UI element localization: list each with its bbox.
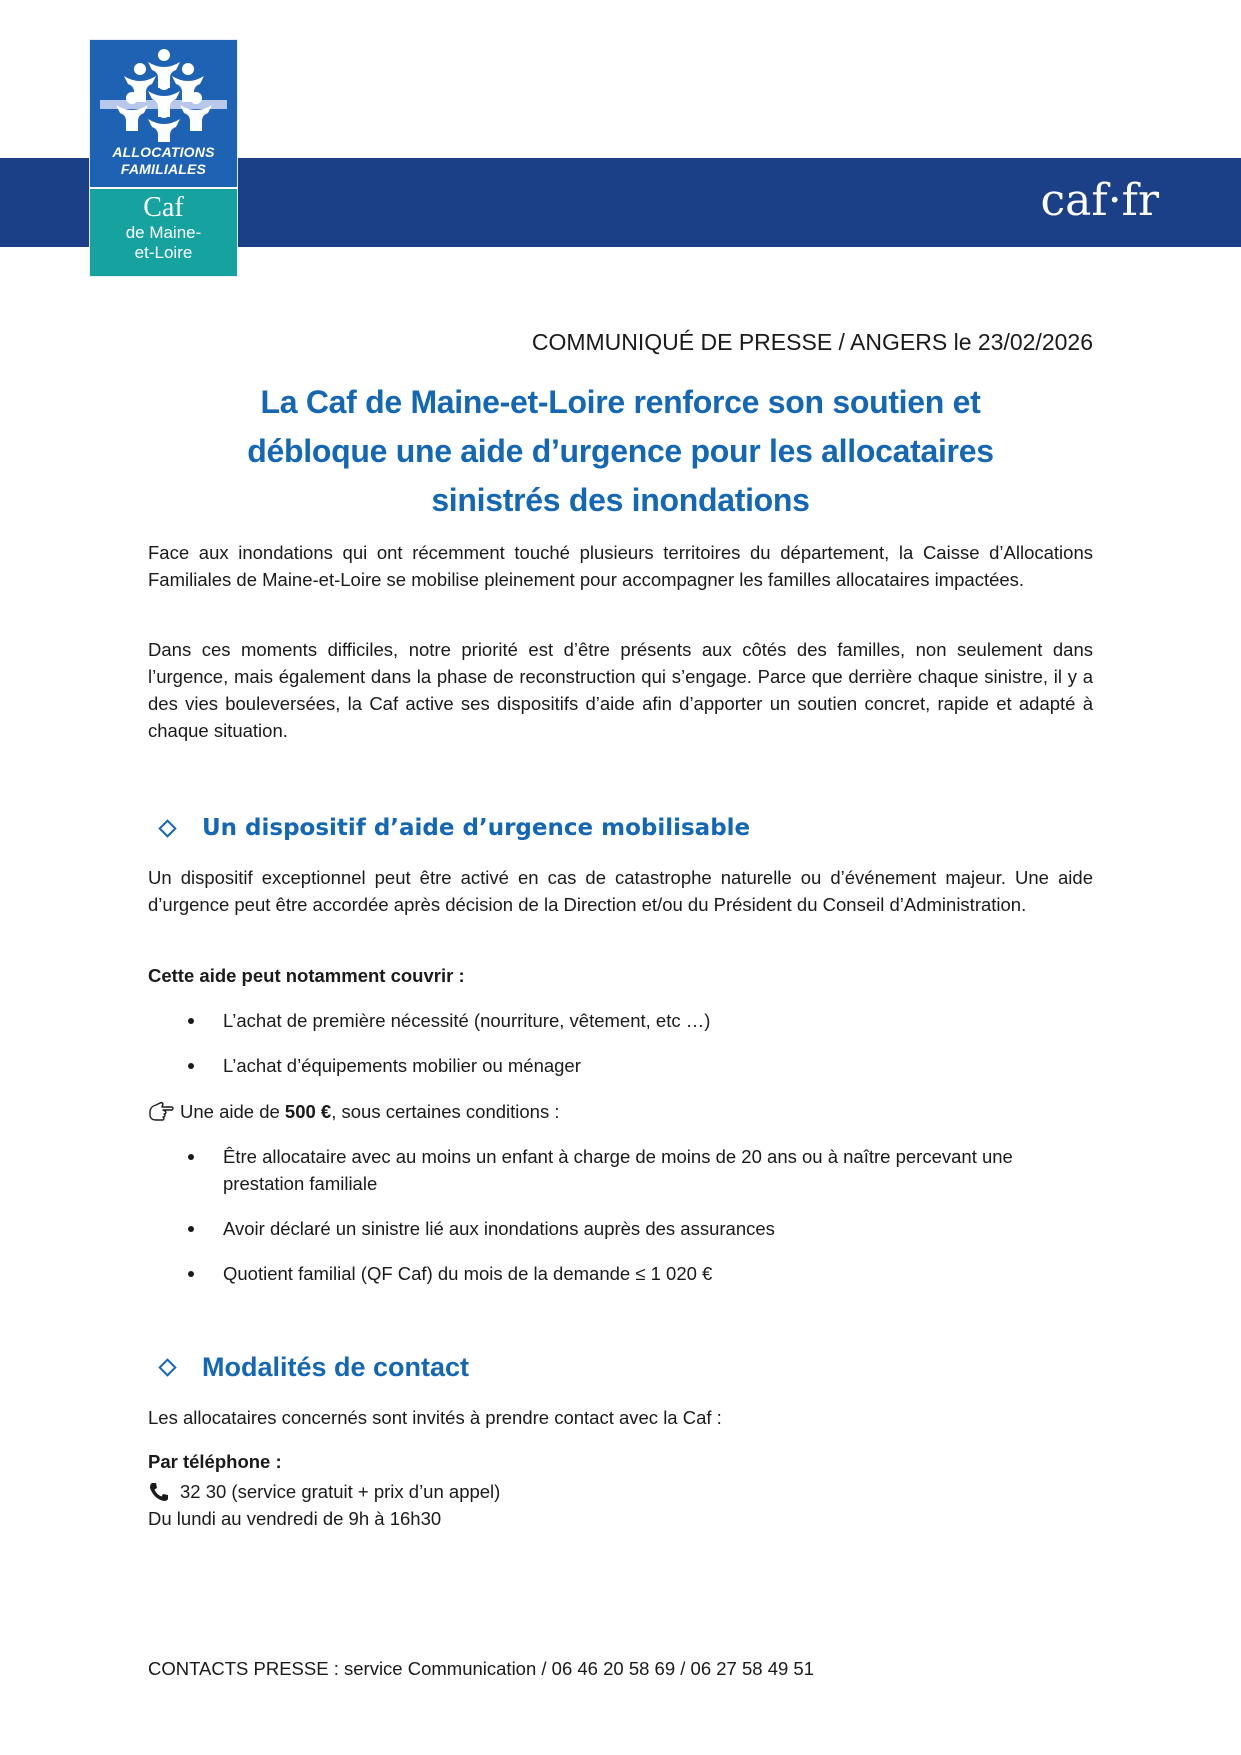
title-line-1: La Caf de Maine-et-Loire renforce son soutien et [260,384,981,420]
list-item [148,1215,1093,1242]
list-item-text: L’achat d’équipements mobilier ou ménager [223,1055,581,1076]
bullet-dot-icon [188,1063,194,1069]
list-item-text: Quotient familial (QF Caf) du mois de la demande ≤ 1 020 € [223,1263,713,1284]
phone-number: 32 30 (service gratuit + prix d’un appel) [180,1481,501,1502]
contact-paragraph: Les allocataires concernés sont invités à prendre contact avec la Caf : [148,1407,722,1428]
pointing-hand-icon [148,1101,174,1123]
section-heading-text: Un dispositif d’aide d’urgence mobilisable [202,815,751,841]
children-tree-logo-icon [100,46,227,142]
press-contacts: CONTACTS PRESSE : service Communication / 06 46 20 58 69 / 06 27 58 49 51 [148,1658,814,1679]
list-item [148,1052,1093,1079]
aid-prefix: Une aide de [180,1101,285,1122]
list-item-text: Avoir déclaré un sinistre lié aux inondations auprès des assurances [223,1218,775,1239]
logo-region-line2: et-Loire [134,243,193,262]
title-line-3: sinistrés des inondations [431,482,810,518]
diamond-bullet-icon [158,1358,176,1376]
section-heading-contact [158,1352,469,1382]
bullet-dot-icon [188,1271,194,1277]
caf-fr-wordmark: caf·fr [1040,175,1159,226]
section-heading-text: Modalités de contact [202,1352,470,1382]
list-item [148,1143,1093,1197]
conditions-list [148,1143,1093,1305]
diamond-bullet-icon [158,819,176,837]
logo-caf-text: Caf [143,192,184,223]
section-heading-urgent-aid [158,813,750,843]
list-item [148,1007,1093,1034]
phone-line [148,1478,500,1505]
logo-region-line1: de Maine- [125,223,202,242]
logo-line1: ALLOCATIONS [112,144,215,160]
list-item-text: Être allocataire avec au moins un enfant à charge de moins de 20 ans ou à naître percevant une prestation familiale [223,1146,1013,1194]
caf-logo [90,40,237,276]
section1-paragraph: Un dispositif exceptionnel peut être activé en cas de catastrophe naturelle ou d’événement majeur. Une aide d’urgence peut être accordée après décision de la Direction et/ou du Président du Conseil d’Administration. [148,867,1093,915]
logo-line2: FAMILIALES [120,161,207,177]
logo-bottom-panel [90,187,237,276]
bullet-dot-icon [188,1226,194,1232]
aid-amount: 500 € [284,1101,332,1122]
phone-label: Par téléphone : [148,1451,282,1472]
list-item-text: L’achat de première nécessité (nourriture, vêtement, etc …) [223,1010,711,1031]
bullet-dot-icon [188,1018,194,1024]
aid-suffix: , sous certaines conditions : [331,1101,560,1122]
logo-top-panel [90,40,237,187]
press-release-header: COMMUNIQUÉ DE PRESSE / ANGERS le 23/02/2026 [531,329,1093,355]
logo-region [90,223,237,263]
list-item [148,1260,1093,1287]
bullet-dot-icon [188,1154,194,1160]
opening-hours: Du lundi au vendredi de 9h à 16h30 [148,1508,442,1529]
phone-icon [148,1482,170,1502]
intro-paragraph-1: Face aux inondations qui ont récemment touché plusieurs territoires du département, la Caisse d’Allocations Familiales de Maine-et-Loire se mobilise pleinement pour accompagner les familles allocataires impactées. [148,542,1093,590]
intro-paragraph-2: Dans ces moments difficiles, notre priorité est d’être présents aux côtés des familles, non seulement dans l’urgence, mais également dans la phase de reconstruction qui s’engage. Parce que derrière chaque sinistre, il y a des vies bouleversées, la Caf active ses dispositifs d’aide afin d’apporter un soutien concret, rapide et adapté à chaque situation. [148,639,1093,741]
logo-allocations-familiales [90,144,237,178]
page-title [150,378,1091,525]
aid-amount-line [148,1098,560,1125]
cover-label: Cette aide peut notamment couvrir : [148,965,465,986]
cover-list [148,1007,1093,1097]
title-line-2: débloque une aide d’urgence pour les allocataires [247,433,994,469]
